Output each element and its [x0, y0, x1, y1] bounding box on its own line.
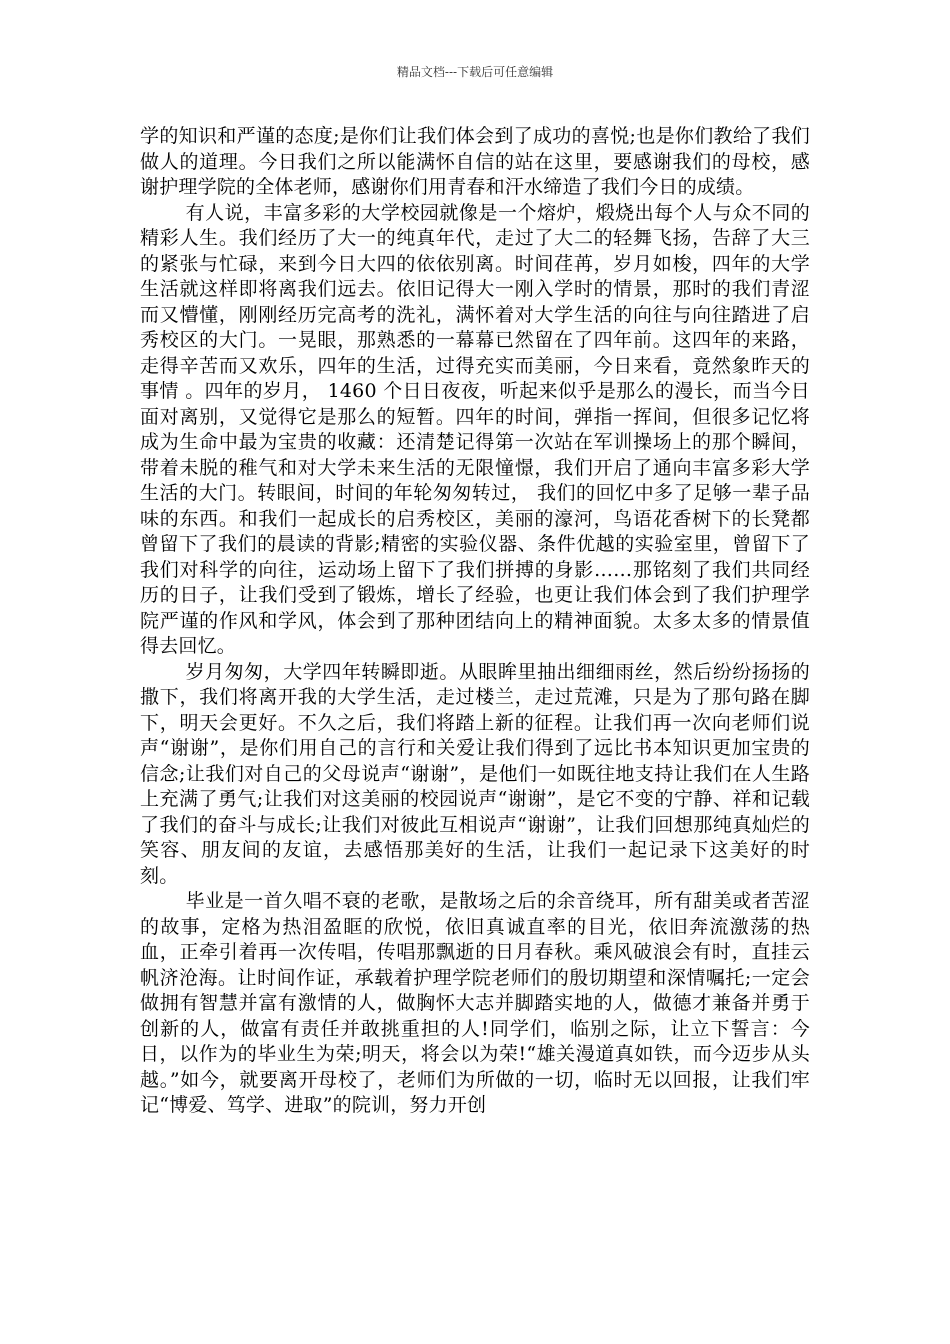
paragraph-university-life: 有人说，丰富多彩的大学校园就像是一个熔炉，煅烧出每个人与众不同的精彩人生。我们经历了大一的纯真年代，走过了大二的轻舞飞扬，告辞了大三的紧张与忙碌，来到今日大四的依依别离。时间荏苒，岁月如梭，四年的大学生活就这样即将离我们远去。依旧记得大一刚入学时的情景，那时的我们青涩而又懵懂，刚刚经历完高考的洗礼，满怀着对大学生活的向往与向往踏进了启秀校区的大门。一晃眼，那熟悉的一幕幕已然留在了四年前。这四年的来路，走得辛苦而又欢乐，四年的生活，过得充实而美丽，今日来看，竟然象昨天的事情 。四年的岁月， 1460 个日日夜夜，听起来似乎是那么的漫长，而当今日面对离别，又觉得它是那么的短暂。四年的时间，弹指一挥间，但很多记忆将成为生命中最为宝贵的收藏：还清楚记得第一次站在军训操场上的那个瞬间，带着未脱的稚气和对大学未来生活的无限憧憬，我们开启了通向丰富多彩大学生活的大门。转眼间，时间的年轮匆匆转过， 我们的回忆中多了足够一辈子品味的东西。和我们一起成长的启秀校区，美丽的濠河，鸟语花香树下的长凳都曾留下了我们的晨读的背影;精密的实验仪器、条件优越的实验室里，曾留下了我们对科学的向往，运动场上留下了我们拼搏的身影……那铭刻了我们共同经历的日子，让我们受到了锻炼，增长了经验，也更让我们体会到了我们护理学院严谨的作风和学风，体会到了那种团结向上的精神面貌。太多太多的情景值得去回忆。: [140, 201, 810, 657]
document-body: [140, 124, 810, 1119]
paragraph-gratitude: 岁月匆匆，大学四年转瞬即逝。从眼眸里抽出细细雨丝，然后纷纷扬扬的撒下，我们将离开我的大学生活，走过楼兰，走过荒滩，只是为了那句路在脚下，明天会更好。不久之后，我们将踏上新的征程。让我们再一次向老师们说声“谢谢”，是你们用自己的言行和关爱让我们得到了远比书本知识更加宝贵的信念;让我们对自己的父母说声“谢谢”，是他们一如既往地支持让我们在人生路上充满了勇气;让我们对这美丽的校园说声“谢谢”，是它不变的宁静、祥和记载了我们的奋斗与成长;让我们对彼此互相说声“谢谢”，让我们回想那纯真灿烂的笑容、朋友间的友谊，去感悟那美好的生活，让我们一起记录下这美好的时刻。: [140, 660, 810, 887]
paragraph-continuation: 学的知识和严谨的态度;是你们让我们体会到了成功的喜悦;也是你们教给了我们做人的道理。今日我们之所以能满怀自信的站在这里，要感谢我们的母校，感谢护理学院的全体老师，感谢你们用青春和汗水缔造了我们今日的成绩。: [140, 125, 810, 198]
paragraph-graduation: 毕业是一首久唱不衰的老歌，是散场之后的余音绕耳，所有甜美或者苦涩的故事，定格为热泪盈眶的欣悦，依旧真诚直率的目光，依旧奔流激荡的热血，正牵引着再一次传唱，传唱那飘逝的日月春秋。乘风破浪会有时，直挂云帆济沧海。让时间作证，承载着护理学院老师们的殷切期望和深情嘱托;一定会做拥有智慧并富有激情的人，做胸怀大志并脚踏实地的人，做德才兼备并勇于创新的人，做富有责任并敢挑重担的人!同学们，临别之际，让立下誓言：今日，以作为的毕业生为荣;明天，将会以为荣!“雄关漫道真如铁，而今迈步从头越。”如今，就要离开母校了，老师们为所做的一切，临时无以回报，让我们牢记“博爱、笃学、进取”的院训，努力开创: [140, 890, 810, 1116]
page-header: 精品文档---下载后可任意编辑: [396, 65, 554, 79]
